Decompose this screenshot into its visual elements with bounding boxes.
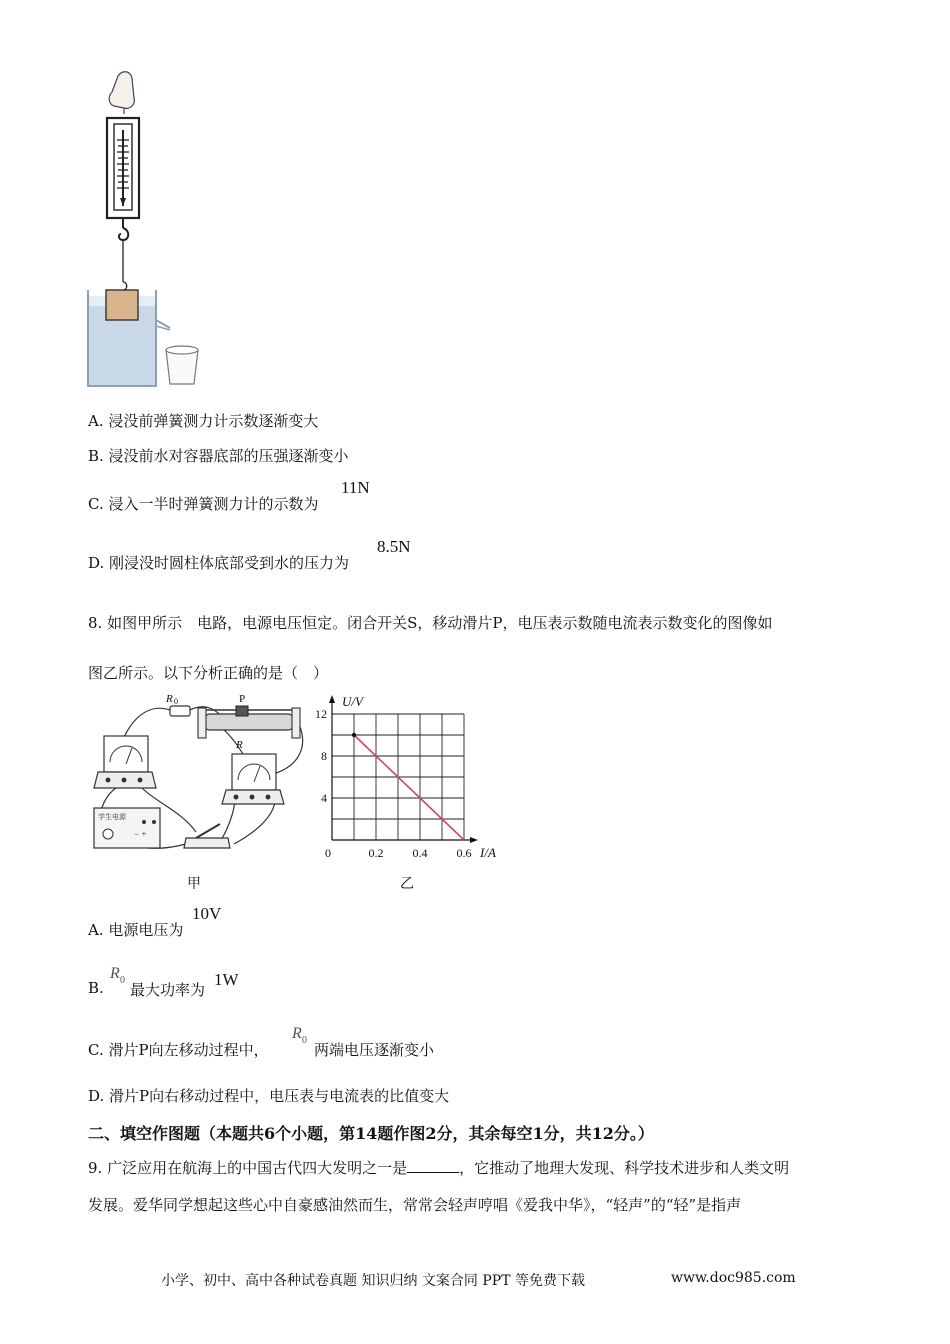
q7-option-a: A. 浸没前弹簧测力计示数逐渐变大 — [88, 412, 319, 430]
y-axis-arrow — [329, 695, 335, 703]
q8-option-c-prefix: C. 滑片P向左移动过程中， — [88, 1041, 269, 1059]
x-axis-label: I/A — [480, 845, 496, 860]
section-2-heading: 二、填空作图题（本题共6个小题，第14题作图2分，其余每空1分，共12分。） — [88, 1124, 654, 1143]
q8-option-d: D. 滑片P向右移动过程中，电压表与电流表的比值变大 — [88, 1087, 450, 1105]
caption-right: 乙 — [400, 876, 414, 892]
q8-option-c-symbol: R — [292, 1025, 302, 1042]
q8-option-b-prefix: B. — [88, 979, 104, 997]
q9-line1 — [88, 1157, 789, 1178]
slider-label: P — [239, 693, 246, 705]
q9-answer-blank — [407, 1158, 459, 1173]
graph-ticks — [315, 707, 472, 860]
q8-option-c-subscript: 0 — [302, 1035, 307, 1046]
q8-stem-line1: 8. 如图甲所示 电路，电源电压恒定。闭合开关S，移动滑片P，电压表示数随电流表示数变化的图像如 — [88, 614, 773, 632]
supply-label: 学生电源 — [98, 813, 126, 821]
q8-option-a-value: 10V — [192, 904, 222, 923]
caption-left: 甲 — [187, 876, 201, 892]
q8-stem-line2: 图乙所示。以下分析正确的是（ ） — [88, 664, 329, 682]
q7-option-c-value: 11N — [341, 478, 370, 497]
y-tick-label: 12 — [315, 707, 327, 721]
y-axis-label: U/V — [342, 694, 363, 709]
q9-line2: 发展。爱华同学想起这些心中自豪感油然而生，常常会轻声哼唱《爱我中华》，“轻声”的“轻”是指声 — [88, 1196, 742, 1214]
q8-option-b-value: 1W — [214, 970, 239, 989]
r0-label: R — [166, 693, 173, 705]
footer-text: 小学、初中、高中各种试卷真题 知识归纳 文案合同 PPT 等免费下载 — [161, 1273, 585, 1289]
rheostat-label: R — [236, 739, 243, 751]
u-i-graph — [312, 690, 512, 862]
x-axis-arrow — [470, 837, 478, 843]
x-tick-label: 0 — [325, 846, 331, 860]
q8-option-c-text: 两端电压逐渐变小 — [314, 1041, 435, 1059]
series-line — [354, 735, 464, 840]
q7-option-b: B. 浸没前水对容器底部的压强逐渐变小 — [88, 447, 349, 465]
x-tick-label: 0.6 — [456, 846, 472, 860]
svg-text:− +: − + — [134, 829, 147, 839]
footer-url: www.doc985.com — [671, 1270, 796, 1286]
q8-option-a: A. 电源电压为 — [88, 921, 184, 939]
spring-scale-figure — [80, 68, 200, 390]
q8-option-b-symbol: R — [110, 965, 120, 982]
q9-line1-part-b: ，它推动了地理大发现、科学技术进步和人类文明 — [459, 1159, 790, 1177]
x-tick-label: 0.2 — [368, 846, 384, 860]
q7-option-d: D. 刚浸没时圆柱体底部受到水的压力为 — [88, 554, 350, 572]
q7-option-d-value: 8.5N — [377, 537, 411, 556]
graph-axes — [329, 695, 478, 843]
y-tick-label: 8 — [321, 749, 327, 763]
q7-option-c: C. 浸入一半时弹簧测力计的示数为 — [88, 495, 319, 513]
y-tick-label: 4 — [321, 791, 327, 805]
q8-option-b-text: 最大功率为 — [130, 981, 206, 999]
r0-subscript: 0 — [174, 697, 178, 706]
x-tick-label: 0.4 — [412, 846, 428, 860]
q9-line1-part-a: 9. 广泛应用在航海上的中国古代四大发明之一是 — [88, 1159, 408, 1177]
q8-option-b-subscript: 0 — [120, 975, 125, 986]
circuit-figure — [86, 692, 312, 862]
